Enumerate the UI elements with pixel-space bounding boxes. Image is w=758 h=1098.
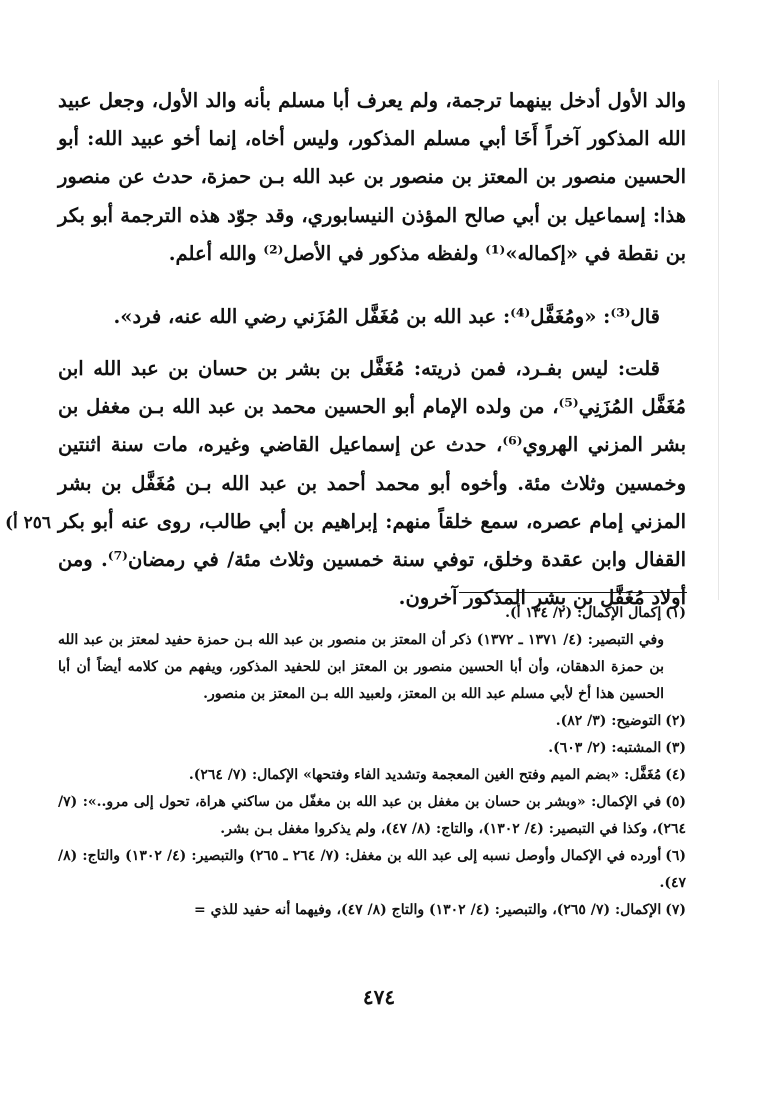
main-paragraph-2 (58, 298, 686, 336)
footnote-4 (58, 762, 686, 789)
footnote-text: مُغَفَّل: «بضم الميم وفتح الغين المعجمة وتشديد الفاء وفتحها» الإكمال: (٧/ ٢٦٤). (188, 767, 662, 783)
footnote-text: أورده في الإكمال وأوصل نسبه إلى عبد الله بن مغفل: (٧/ ٢٦٤ ـ ٢٦٥) والتبصير: (٤/ ١٣٠٢) والتاج: (٨/ ٤٧). (58, 848, 686, 891)
footnote-number: (١) (665, 605, 686, 621)
footnote-1-continuation (58, 627, 686, 708)
footnote-text: وفي التبصير: (٤/ ١٣٧١ ـ ١٣٧٢) ذكر أن المعتز بن منصور بن عبد الله بـن حمزة حفيد لمعتز بن عبد الله بن حمزة الدهقان، وأن أبا الحسين منصور بن المعتز ابن للحفيد المذكور، ويفهم من كلامه أيضاً أن أبا الحسين هذا أخ لأبي مسلم عبد الله بن المعتز، ولعبيد الله بـن المعتز بن منصور. (58, 632, 664, 702)
footnote-5 (58, 789, 686, 843)
footnote-6 (58, 843, 686, 897)
scan-edge-mark (718, 80, 719, 600)
footnotes (58, 600, 686, 924)
main-paragraph-1 (58, 82, 686, 273)
footnote-number: (٦) (665, 848, 686, 864)
paragraph-text: والد الأول أدخل بينهما ترجمة، ولم يعرف أبا مسلم بأنه والد الأول، وجعل عبيد الله المذكور آخراً أَخَا أبي مسلم المذكور، وليس أخاه، إنما أخو عبيد الله: أبو الحسين منصور بن المعتز بن منصور بن عبد الله بـن حمزة، حدث عن منصور هذا: إسماعيل بن أبي صالح المؤذن النيسابوري، وقد جوّد هذه الترجمة أبو بكر بن نقطة في «إكماله»⁽¹⁾ ولفظه مذكور في الأصل⁽²⁾ والله أعلم. (58, 89, 686, 265)
footnote-text: الإكمال: (٧/ ٢٦٥)، والتبصير: (٤/ ١٣٠٢) والتاج (٨/ ٤٧)، وفيهما أنه حفيد للذي = (194, 902, 662, 918)
footnote-text: التوضيح: (٣/ ٨٢). (555, 713, 662, 729)
footnote-number: (٣) (665, 740, 686, 756)
footnote-number: (٢) (665, 713, 686, 729)
footnote-7 (58, 897, 686, 924)
footnote-text: المشتبه: (٢/ ٦٠٣). (548, 740, 662, 756)
footnote-number: (٤) (665, 767, 686, 783)
paragraph-text: قلت: ليس بفـرد، فمن ذريته: مُغَفَّل بن بشر بن حسان بن عبد الله ابن مُغَفَّل المُزَنِي⁽⁵⁾، من ولده الإمام أبو الحسين محمد بن عبد الله بـن مغفل بن بشر المزني الهروي⁽⁶⁾، حدث عن إسماعيل القاضي وغيره، مات سنة اثنتين وخمسين وثلاث مئة. وأخوه أبو محمد أحمد بن عبد الله بـن مُغَفَّل بن بشر المزني إمام عصره، سمع خلقاً منهم: إبراهيم بن أبي طالب، روى عنه أبو بكر القفال وابن عقدة وخلق، توفي سنة خمسين وثلاث مئة/ في رمضان⁽⁷⁾. ومن أولاد مُغَفَّل بن بشر المذكور آخرون. (58, 357, 687, 610)
footnote-1 (58, 600, 686, 627)
footnote-number: (٧) (665, 902, 686, 918)
page-number: ٤٧٤ (362, 985, 396, 1009)
footnote-2 (58, 708, 686, 735)
footnote-text: إكمال الإكمال: (٢/ ١٣٤ أ). (505, 605, 662, 621)
footnote-separator (459, 592, 687, 593)
footnote-text: في الإكمال: «وبشر بن حسان بن مغفل بن عبد الله بن مغفّل من ساكني هراة، تحول إلى مرو..»: (٧/ ٢٦٤)، وكذا في التبصير: (٤/ ١٣٠٢)، والتاج: (٨/ ٤٧)، ولم يذكروا مغفل بـن بشر. (58, 794, 686, 837)
main-paragraph-3 (58, 350, 686, 617)
footnote-3 (58, 735, 686, 762)
manuscript-folio-note: ٢٥٦ أ) (4, 513, 52, 533)
footnote-number: (٥) (665, 794, 686, 810)
paragraph-text: قال⁽³⁾: «ومُغَفَّل⁽⁴⁾: عبد الله بن مُغَفَّل المُزَني رضي الله عنه، فرد». (113, 305, 660, 328)
